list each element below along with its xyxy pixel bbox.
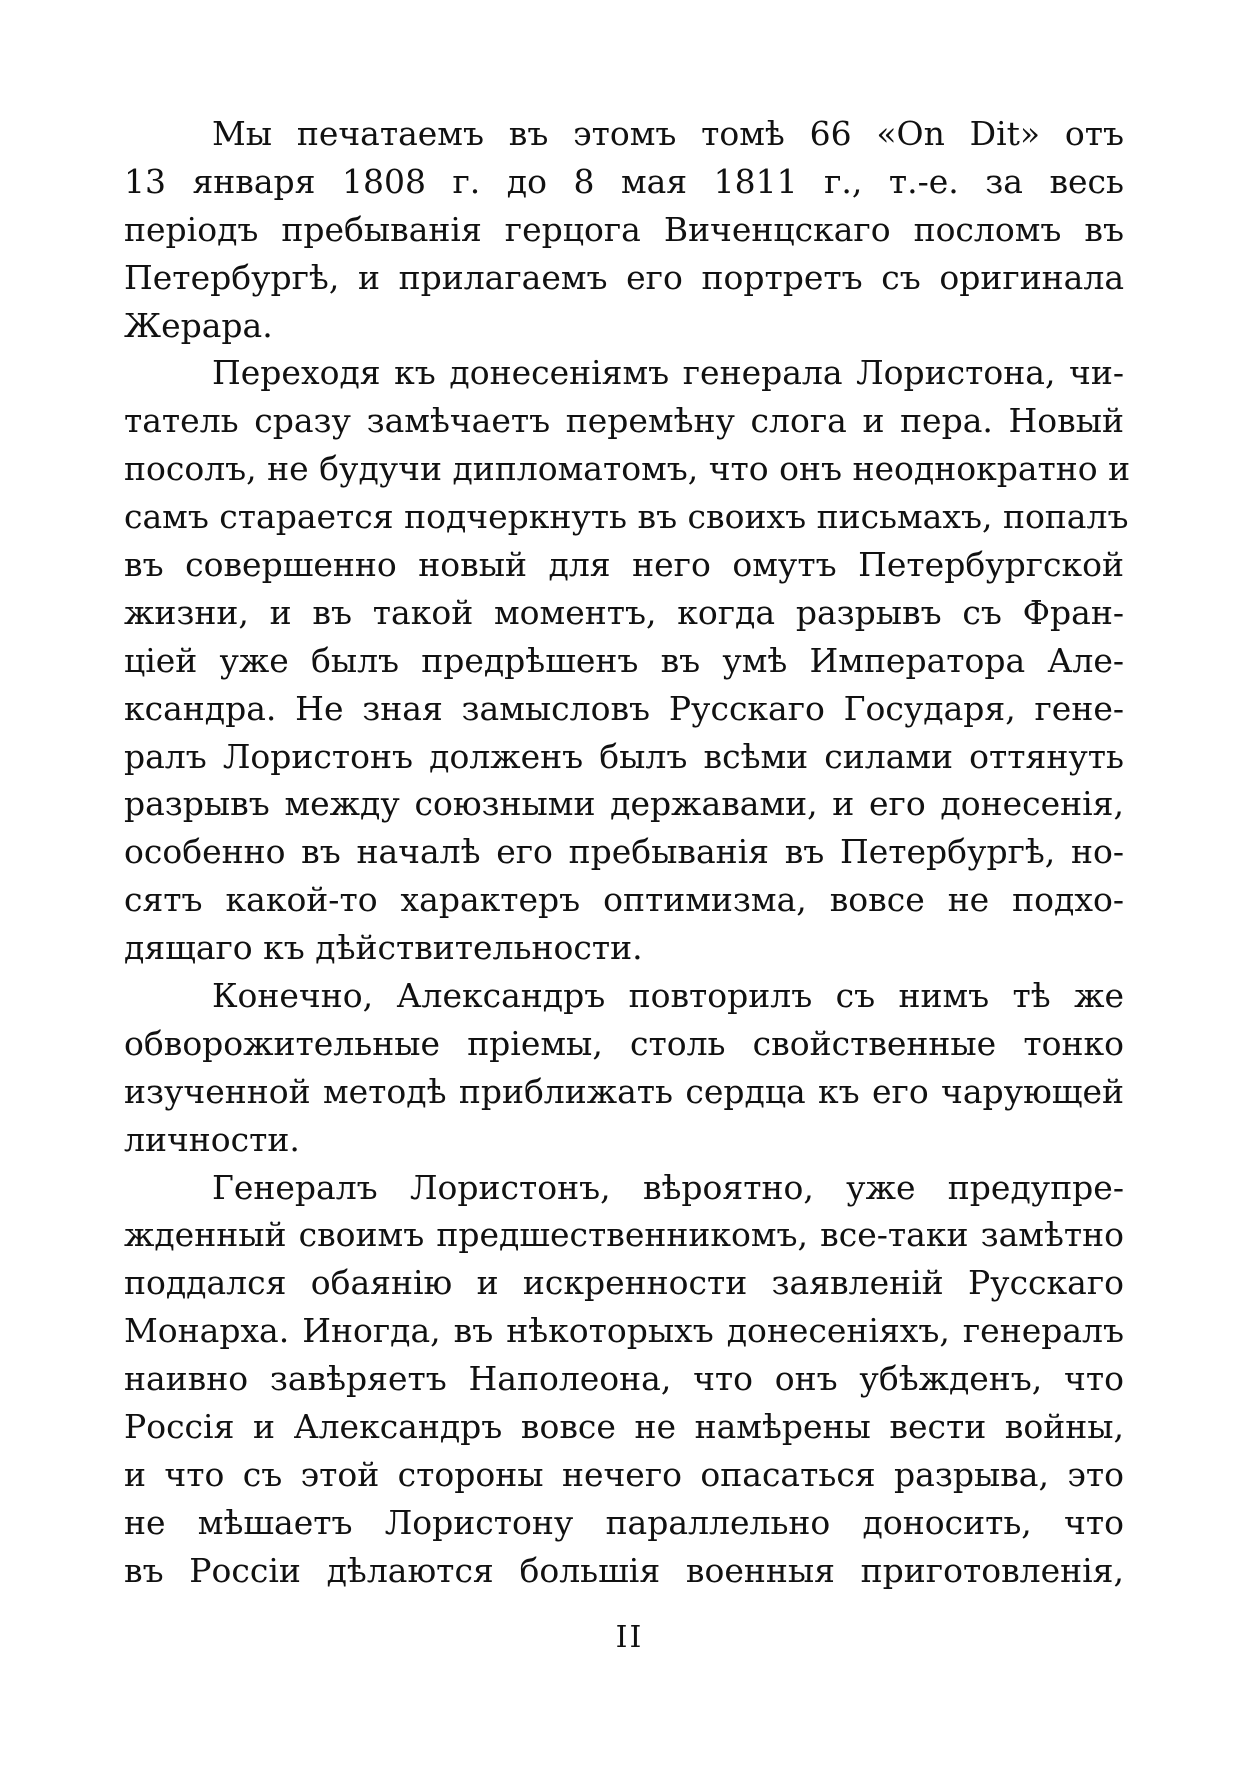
text-line: самъ старается подчеркнуть въ своихъ письмахъ, попалъ (124, 497, 1129, 537)
text-line: поддался обаянію и искренности заявленій Русскаго (124, 1263, 1124, 1303)
text-line: въ Россіи дѣлаются большія военныя приготовленія, (124, 1550, 1124, 1590)
text-line: Жерара. (124, 305, 273, 345)
text-line: Мы печатаемъ въ этомъ томѣ 66 «On Dit» отъ (212, 114, 1124, 153)
text-line: жизни, и въ такой моментъ, когда разрывъ съ Фран- (124, 592, 1124, 632)
text-line: жденный своимъ предшественникомъ, все-таки замѣтно (124, 1215, 1124, 1255)
text-line: посолъ, не будучи дипломатомъ, что онъ неоднократно и (124, 449, 1131, 489)
text-line: разрывъ между союзными державами, и его донесенія, (124, 784, 1124, 824)
text-line: въ совершенно новый для него омутъ Петербургской (124, 545, 1124, 585)
text-line: обворожительные пріемы, столь свойственные тонко (124, 1023, 1124, 1063)
text-line: изученной методѣ приближать сердца къ его чарующей (124, 1071, 1124, 1111)
text-line: личности. (124, 1119, 300, 1159)
text-line: ралъ Лористонъ долженъ былъ всѣми силами оттянуть (124, 736, 1124, 776)
text-line: ціей уже былъ предрѣшенъ въ умѣ Императора Але- (124, 640, 1124, 680)
text-line: Монарха. Иногда, въ нѣкоторыхъ донесеніяхъ, генералъ (124, 1311, 1124, 1351)
text-line: и что съ этой стороны нечего опасаться разрыва, это (124, 1454, 1124, 1494)
text-line: Генералъ Лористонъ, вѣроятно, уже предупре- (212, 1167, 1124, 1207)
text-line: Россія и Александръ вовсе не намѣрены вести войны, (124, 1407, 1124, 1447)
text-line: сятъ какой-то характеръ оптимизма, вовсе не подхо- (124, 880, 1124, 920)
text-line: Переходя къ донесеніямъ генерала Лористона, чи- (212, 353, 1124, 393)
text-line: не мѣшаетъ Лористону параллельно доносить, что (124, 1502, 1124, 1542)
text-line: 13 января 1808 г. до 8 мая 1811 г., т.-е. за весь (124, 161, 1124, 201)
text-line: дящаго къ дѣйствительности. (124, 928, 643, 968)
text-line: Конечно, Александръ повторилъ съ нимъ тѣ же (212, 976, 1124, 1016)
text-line: особенно въ началѣ его пребыванія въ Петербургѣ, но- (124, 832, 1124, 872)
page-number: II (615, 1620, 644, 1655)
body-text (124, 110, 1131, 1595)
text-line: татель сразу замѣчаетъ перемѣну слога и пера. Новый (124, 401, 1124, 441)
text-line: наивно завѣряетъ Наполеона, что онъ убѣжденъ, что (124, 1359, 1124, 1399)
text-line: періодъ пребыванія герцога Виченцскаго посломъ въ (124, 209, 1124, 249)
text-line: Петербургѣ, и прилагаемъ его портретъ съ оригинала (124, 257, 1124, 297)
text-line: ксандра. Не зная замысловъ Русскаго Государя, гене- (124, 688, 1124, 728)
